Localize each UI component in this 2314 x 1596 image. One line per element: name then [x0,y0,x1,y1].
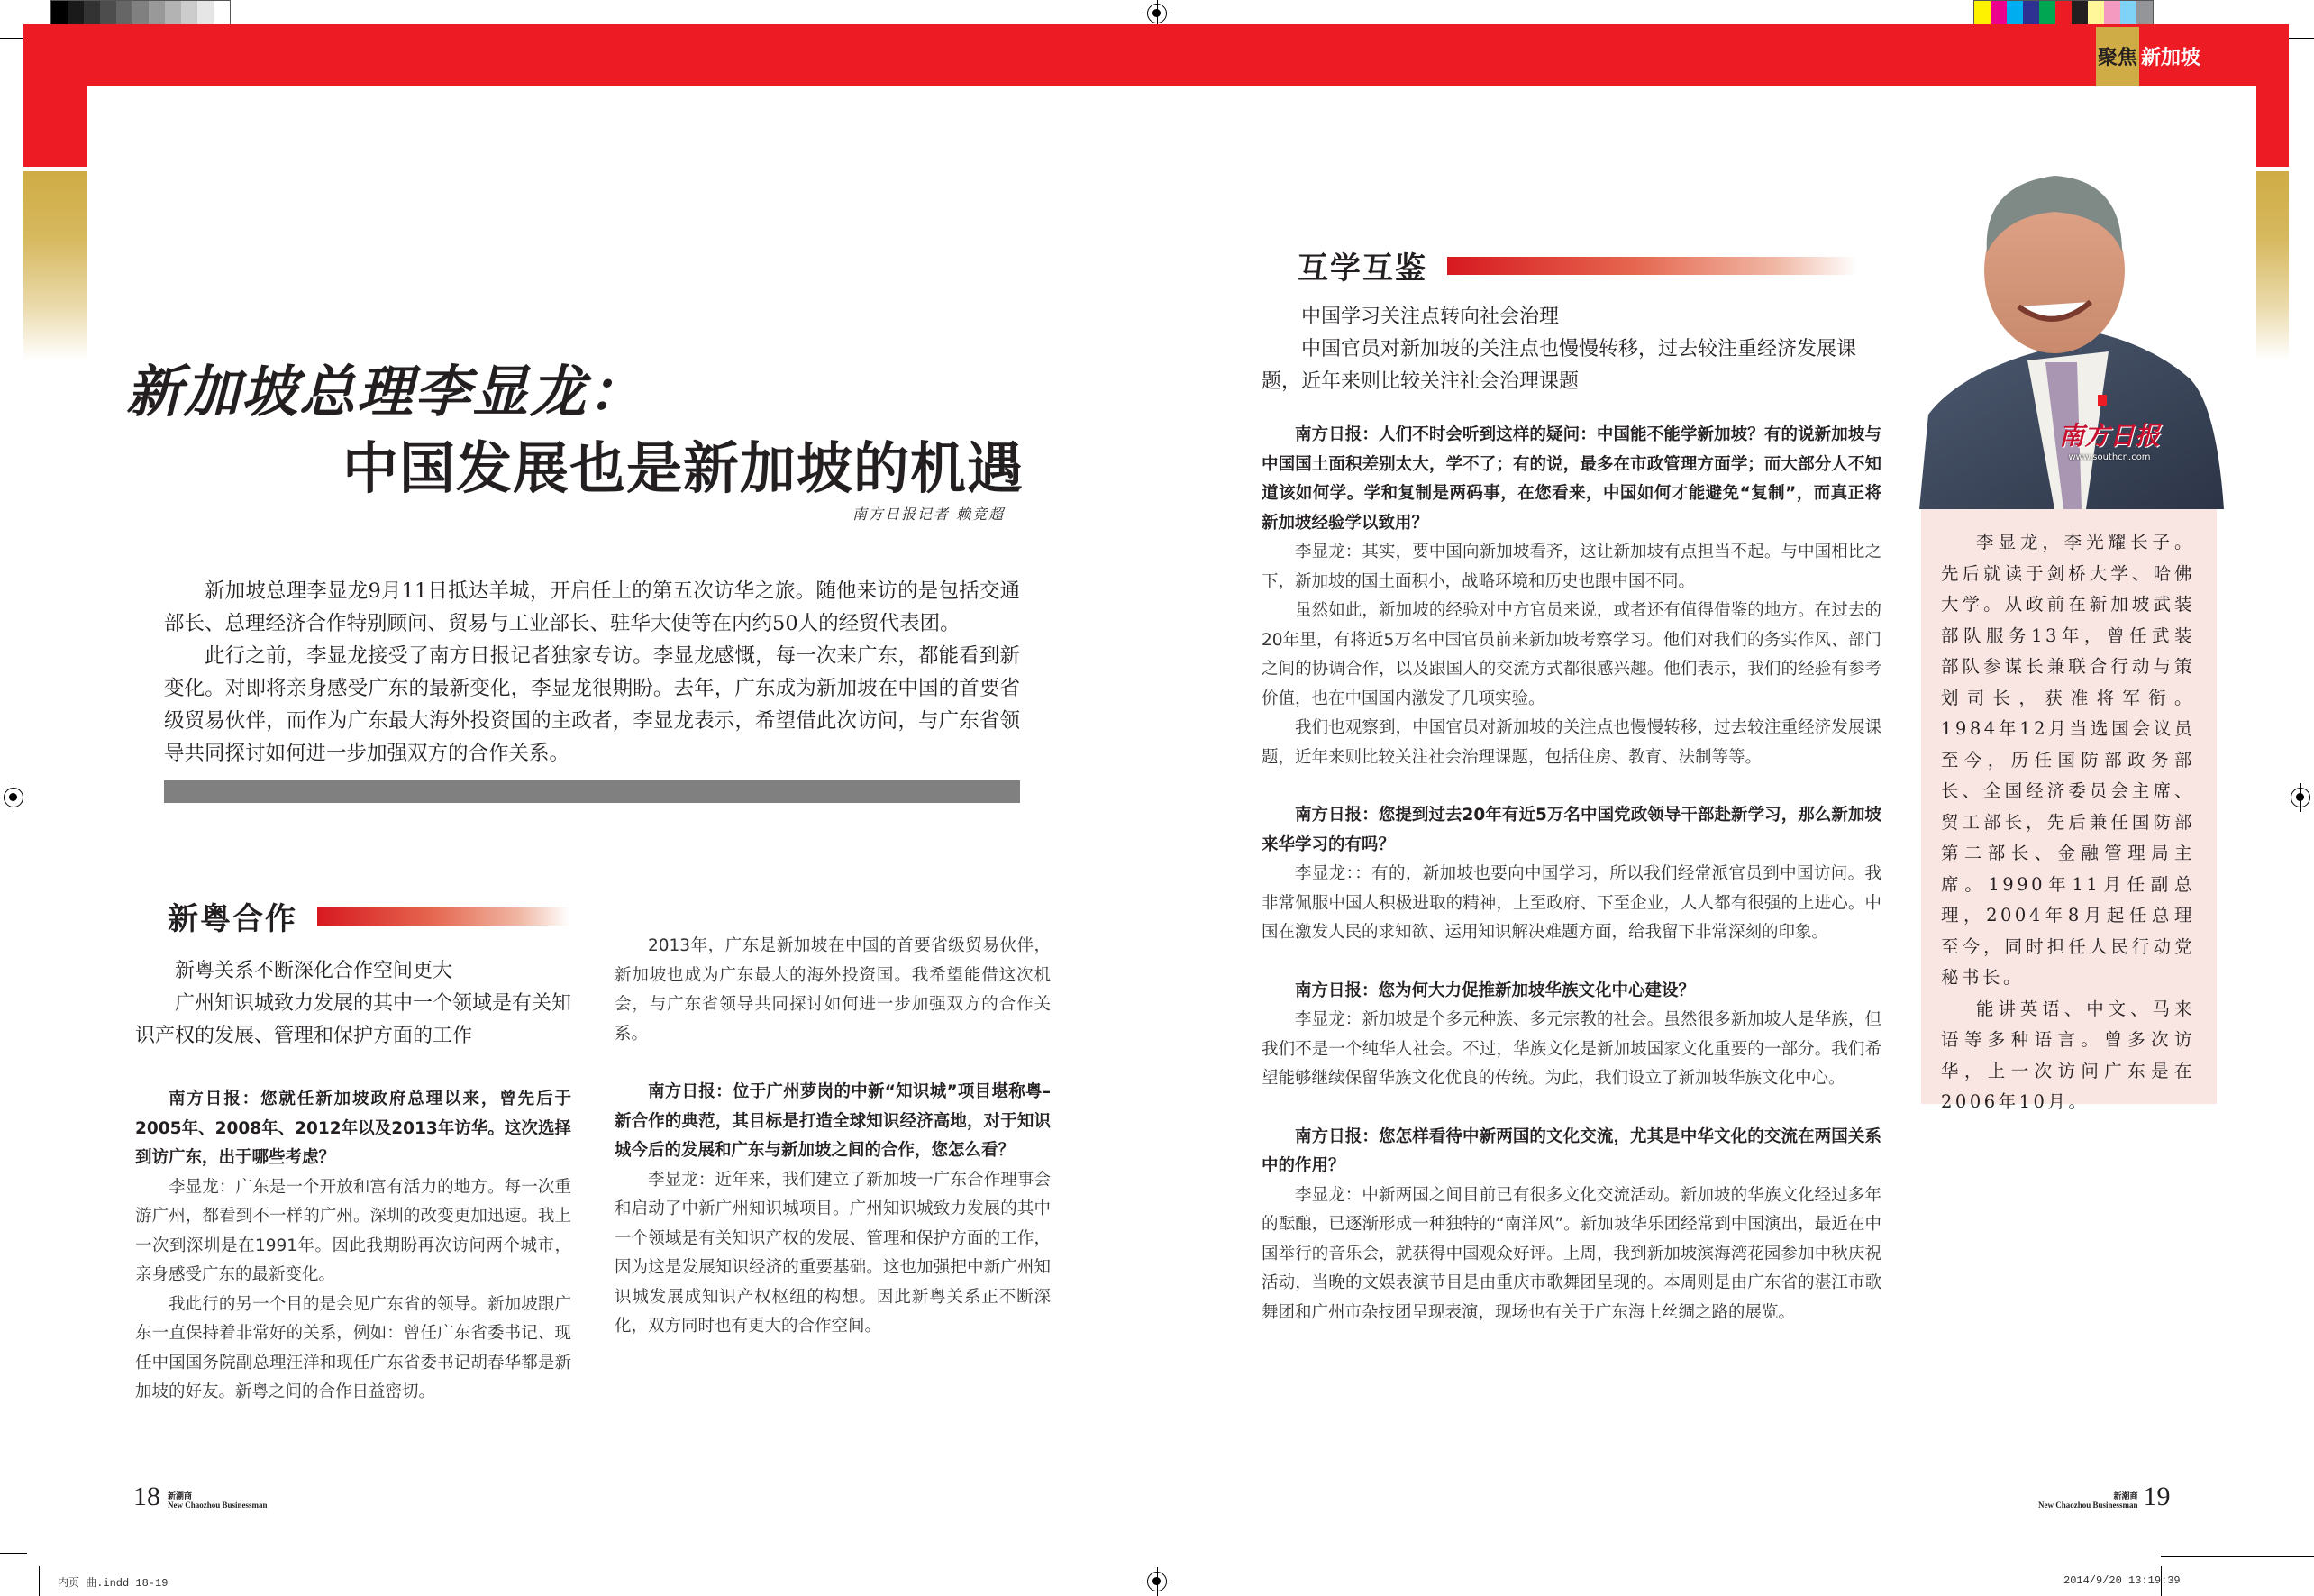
interview-answer: 李显龙：其实，要中国向新加坡看齐，这让新加坡有点担当不起。与中国相比之下，新加坡的国土面积小，战略环境和历史也跟中国不同。 [1262,543,1881,591]
publication-cn: 新潮商 [168,1491,193,1500]
section2-column [1262,421,1881,1327]
interview-answer: 虽然如此，新加坡的经验对中方官员来说，或者还有值得借鉴的地方。在过去的20年里，有将近5万名中国官员前来新加坡考察学习。他们对我们的务实作风、部门之间的协调合作，以及跟国人的交流方式都很感兴趣。他们表示，我们的经验有参考价值，也在中国国内激发了几项实验。 [1262,601,1881,708]
flag-pin-icon [2098,395,2107,406]
portrait-photo [1919,153,2226,509]
article-title-line1: 新加坡总理李显龙： [126,359,646,424]
gray-swatch-1 [68,1,84,26]
subhead: 新粤关系不断深化合作空间更大 [175,960,453,982]
gray-swatch-5 [132,1,149,26]
section-tag-focus: 聚焦 [2096,27,2139,86]
color-swatch-7 [2088,1,2104,26]
folio-left [133,1484,268,1509]
publication-en: New Chaozhou Businessman [2038,1500,2138,1509]
gray-swatch-10 [214,1,230,26]
section-tag [2096,27,2200,86]
page-number-right: 19 [2143,1482,2171,1511]
frame-right-red [2256,86,2289,167]
subhead: 广州知识城致力发展的其中一个领域是有关知识产权的发展、管理和保护方面的工作 [135,992,572,1047]
gray-swatch-0 [51,1,68,26]
section-heading-huxue [1298,243,1857,287]
color-calibration-bar [1973,0,2154,27]
section-heading-text: 互学互鉴 [1298,251,1427,287]
watermark-url: www.southcn.com [2068,452,2151,462]
color-swatch-9 [2120,1,2136,26]
article-lead [164,575,1020,770]
section-heading-text: 新粤合作 [168,901,297,937]
watermark-logo: 南方日报 [2059,421,2161,451]
biography-box [1921,509,2217,1112]
paragraph-gap [615,1049,1051,1078]
interview-question: 南方日报：人们不时会听到这样的疑问：中国能不能学新加坡？有的说新加坡与中国国土面积差别太大，学不了；有的说，最多在市政管理方面学；而大部分人不知道该如何学。学和复制是两码事，在您看来，中国如何才能避免“复制”，而真正将新加坡经验学以致用？ [1262,425,1881,533]
gray-swatch-6 [149,1,165,26]
page-number-left: 18 [133,1482,160,1511]
interview-answer: 李显龙：广东是一个开放和富有活力的地方。每一次重游广州，都看到不一样的广州。深圳的改变更加迅速。我上一次到深圳是在1991年。因此我期盼再次访问两个城市，亲身感受广东的最新变化。 [135,1177,571,1284]
bio-paragraph: 能讲英语、中文、马来语等多种语言。曾多次访华，上一次访问广东是在2006年10月。 [1941,998,2195,1112]
section-tag-topic: 新加坡 [2141,47,2201,69]
paragraph-gap [1262,772,1881,801]
section2-subheads [1262,301,1883,398]
bio-paragraph: 李显龙，李光耀长子。先后就读于剑桥大学、哈佛大学。从政前在新加坡武装部队服务13年，曾任武装部队参谋长兼联合行动与策划司长，获准将军衔。1984年12月当选国会议员至今，历任国防部政务部长、全国经济委员会主席、贸工部长，先后兼任国防部第二部长、金融管理局主席。1990年11月任副总理，2004年8月起任总理至今，同时担任人民行动党秘书长。 [1941,532,2195,988]
publication-name-left [168,1491,268,1509]
registration-mark-left-icon [4,788,23,807]
interview-question: 南方日报：位于广州萝岗的中新“知识城”项目堪称粤–新合作的典范，其目标是打造全球知识经济高地，对于知识城今后的发展和广东与新加坡之间的合作，您怎么看？ [615,1082,1051,1160]
divider-bar [164,780,1020,803]
byline: 南方日报记者 赖竞超 [852,506,1006,523]
crop-mark [39,1566,40,1596]
color-swatch-8 [2104,1,2120,26]
color-swatch-0 [1974,1,1991,26]
interview-answer: 2013年，广东是新加坡在中国的首要省级贸易伙伴，新加坡也成为广东最大的海外投资国。我希望能借这次机会，与广东省领导共同探讨如何进一步加强双方的合作关系。 [615,936,1051,1044]
publication-en: New Chaozhou Businessman [168,1500,268,1509]
lead-paragraph: 此行之前，李显龙接受了南方日报记者独家专访。李显龙感慨，每一次来广东，都能看到新变化。对即将亲身感受广东的最新变化，李显龙很期盼。去年，广东成为新加坡在中国的首要省级贸易伙伴，而作为广东最大海外投资国的主政者，李显龙表示，希望借此次访问，与广东省领导共同探讨如何进一步加强双方的合作关系。 [164,644,1020,765]
section1-subheads [135,955,577,1053]
color-swatch-6 [2072,1,2088,26]
paragraph-gap [1262,948,1881,977]
section1-column-1 [135,1085,571,1408]
frame-left-red [23,86,87,167]
gray-swatch-7 [165,1,181,26]
slug-file: 内页 曲.indd 18-19 [58,1577,169,1590]
color-swatch-3 [2023,1,2039,26]
section-heading-bar [1447,257,1857,275]
publication-name-right [2038,1491,2138,1509]
gold-accent-right [2256,171,2289,360]
folio-right [2038,1484,2171,1509]
header-band [23,24,2289,86]
interview-question: 南方日报：您怎样看待中新两国的文化交流，尤其是中华文化的交流在两国关系中的作用？ [1262,1126,1881,1175]
header-inner-edge [87,86,2256,89]
interview-answer: 李显龙：新加坡是个多元种族、多元宗教的社会。虽然很多新加坡人是华族，但我们不是一个纯华人社会。不过，华族文化是新加坡国家文化重要的一部分。我们希望能够继续保留华族文化优良的传统。为此，我们设立了新加坡华族文化中心。 [1262,1010,1881,1088]
subhead: 中国学习关注点转向社会治理 [1301,306,1560,328]
section-heading-bar [317,907,569,926]
interview-question: 南方日报：您就任新加坡政府总理以来，曾先后于2005年、2008年、2012年以及2013年访华。这次选择到访广东，出于哪些考虑？ [135,1090,571,1167]
photo-watermark [2059,416,2160,462]
crop-mark [2289,38,2314,39]
interview-answer: 我此行的另一个目的是会见广东省的领导。新加坡跟广东一直保持着非常好的关系，例如：曾任广东省委书记、现任中国国务院副总理汪洋和现任广东省委书记胡春华都是新加坡的好友。新粤之间的合作日益密切。 [135,1294,571,1401]
color-swatch-5 [2055,1,2072,26]
gray-calibration-bar [50,0,231,27]
interview-answer: 李显龙：：有的，新加坡也要向中国学习，所以我们经常派官员到中国访问。我非常佩服中国人积极进取的精神，上至政府、下至企业，人人都有很强的上进心。中国在激发人民的求知欲、运用知识解决难题方面，给我留下非常深刻的印象。 [1262,864,1881,942]
slug-timestamp: 2014/9/20 13:19:39 [2063,1574,2181,1587]
gray-swatch-2 [84,1,100,26]
color-swatch-10 [2136,1,2153,26]
crop-mark [0,1553,27,1554]
subhead: 中国官员对新加坡的关注点也慢慢转移，过去较注重经济发展课题，近年来则比较关注社会治理课题 [1262,338,1857,393]
interview-question: 南方日报：您提到过去20年有近5万名中国党政领导干部赴新学习，那么新加坡来华学习的有吗？ [1262,806,1881,854]
registration-mark-right-icon [2291,788,2310,807]
interview-question: 南方日报：您为何大力促推新加坡华族文化中心建设？ [1295,980,1696,1000]
registration-mark-bottom-icon [1147,1572,1167,1591]
interview-answer: 李显龙：中新两国之间目前已有很多文化交流活动。新加坡的华族文化经过多年的酝酿，已逐渐形成一种独特的“南洋风”。新加坡华乐团经常到中国演出，最近在中国举行的音乐会，就获得中国观众好评。上周，我到新加坡滨海湾花园参加中秋庆祝活动，当晚的文娱表演节目是由重庆市歌舞团呈现的。本周则是由广东省的湛江市歌舞团和广州市杂技团呈现表演，现场也有关于广东海上丝绸之路的展览。 [1262,1185,1881,1322]
interview-answer: 李显龙：近年来，我们建立了新加坡一广东合作理事会和启动了中新广州知识城项目。广州知识城致力发展的其中一个领域是有关知识产权的发展、管理和保护方面的工作，因为这是发展知识经济的重要基础。这也加强把中新广州知识城发展成知识产权枢纽的构想。因此新粤关系正不断深化，双方同时也有更大的合作空间。 [615,1170,1051,1336]
article-title-line2: 中国发展也是新加坡的机遇 [342,435,1025,501]
registration-mark-top-icon [1147,4,1167,23]
crop-mark [2161,1556,2314,1557]
gray-swatch-8 [181,1,197,26]
gray-swatch-4 [116,1,132,26]
color-swatch-1 [1991,1,2007,26]
crop-mark [0,38,25,39]
section-heading-xinyue [168,894,569,938]
gold-accent-left [23,171,87,360]
gray-swatch-9 [197,1,214,26]
section1-column-2 [615,932,1051,1342]
publication-cn: 新潮商 [2113,1491,2138,1500]
color-swatch-2 [2007,1,2023,26]
color-swatch-4 [2039,1,2055,26]
interview-answer: 我们也观察到，中国官员对新加坡的关注点也慢慢转移，过去较注重经济发展课题，近年来则比较关注社会治理课题，包括住房、教育、法制等等。 [1262,718,1881,767]
lead-paragraph: 新加坡总理李显龙9月11日抵达羊城，开启任上的第五次访华之旅。随他来访的是包括交通部长、总理经济合作特别顾问、贸易与工业部长、驻华大使等在内约50人的经贸代表团。 [164,579,1020,635]
gray-swatch-3 [100,1,116,26]
paragraph-gap [1262,1094,1881,1123]
